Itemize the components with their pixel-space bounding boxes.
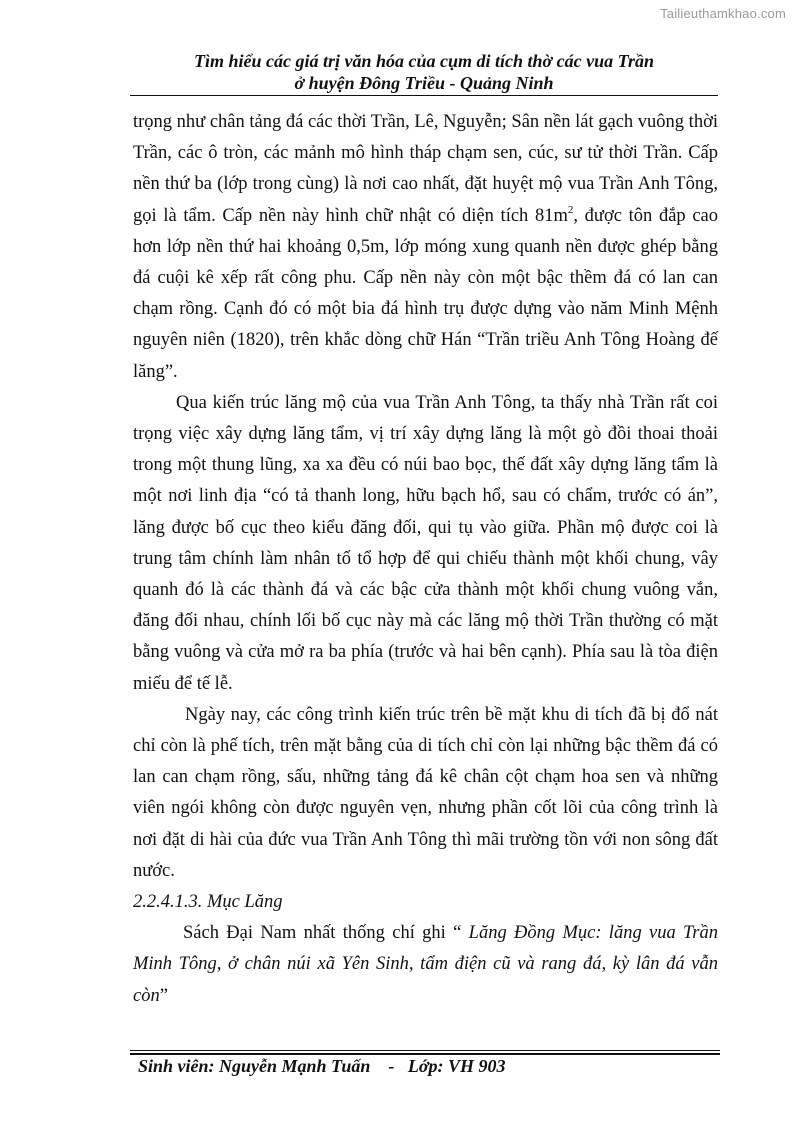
paragraph-1 [133, 107, 718, 388]
page-footer: Sinh viên: Nguyễn Mạnh Tuấn - Lớp: VH 903 [138, 1056, 506, 1076]
paragraph-3: Ngày nay, các công trình kiến trúc trên bề mặt khu di tích đã bị đổ nát chỉ còn là phế tích, trên mặt bằng của di tích chỉ còn lại những bậc thềm đá có lan can chạm rồng, sấu, những tảng đá kê chân cột chạm hoa sen và những viên ngói không còn được nguyên vẹn, nhưng phần cốt lõi của công trình là nơi đặt di hài của đức vua Trần Anh Tông thì mãi trường tồn với non sông đất nước. [133, 704, 718, 881]
paragraph-4-close-quote: ” [159, 985, 168, 1006]
paragraph-4-intro: Sách Đại Nam nhất thống chí ghi “ [183, 923, 469, 944]
footer-divider-thin [130, 1050, 720, 1051]
paragraph-4 [133, 918, 718, 1012]
footer-divider-thick [130, 1053, 720, 1055]
header-title-line2: ở huyện Đông Triều - Quảng Ninh [294, 73, 554, 93]
document-body [133, 107, 718, 1012]
paragraph-1-part-b: , được tôn đắp cao hơn lớp nền thứ hai khoảng 0,5m, lớp móng xung quanh nền được ghép bằng đá cuội kê xếp rất công phu. Cấp nền này còn một bậc thềm đá có lan can chạm rồng. Cạnh đó có một bia đá hình trụ được dựng vào năm Minh Mệnh nguyên niên (1820), trên khắc dòng chữ Hán “Trần triều Anh Tông Hoàng đế lăng”. [133, 205, 718, 382]
header-divider [130, 95, 718, 96]
paragraph-4-quote: Lăng Đồng Mục: lăng vua Trần Minh Tông, ở chân núi xã Yên Sinh, tẩm điện cũ và rang đá, kỳ lân đá vẫn còn [133, 923, 719, 1006]
page-header [130, 50, 718, 94]
header-title-line1: Tìm hiểu các giá trị văn hóa của cụm di tích thờ các vua Trần [193, 51, 654, 71]
superscript-2: 2 [567, 203, 574, 216]
section-heading: 2.2.4.1.3. Mục Lăng [133, 892, 283, 913]
watermark-text: Tailieuthamkhao.com [660, 6, 786, 21]
paragraph-1-part-a: trọng như chân tảng đá các thời Trần, Lê, Nguyễn; Sân nền lát gạch vuông thời Trần, các ô tròn, các mảnh mô hình tháp chạm sen, cúc, sư tử thời Trần. Cấp nền thứ ba (lớp trong cùng) là nơi cao nhất, đặt huyệt mộ vua Trần Anh Tông, gọi là tẩm. Cấp nền này hình chữ nhật có diện tích 81m [133, 112, 718, 226]
paragraph-2: Qua kiến trúc lăng mộ của vua Trần Anh Tông, ta thấy nhà Trần rất coi trọng việc xây dựng lăng tẩm, vị trí xây dựng lăng là một gò đồi thoai thoải trong một thung lũng, xa xa đều có núi bao bọc, thế đất xây dựng lăng tẩm là một nơi linh địa “có tả thanh long, hữu bạch hổ, sau có chẩm, trước có án”, lăng được bố cục theo kiểu đăng đối, qui tụ vào giữa. Phần mộ được coi là trung tâm chính làm nhân tố tổ hợp để qui chiếu thành một khối chung, vây quanh đó là các thành đá và các bậc cửa thành một khối chung vuông vắn, đăng đối nhau, chính lối bố cục này mà các lăng mộ thời Trần thường có mặt bằng vuông và cửa mở ra ba phía (trước và hai bên cạnh). Phía sau là tòa điện miếu để tế lễ. [133, 392, 718, 694]
